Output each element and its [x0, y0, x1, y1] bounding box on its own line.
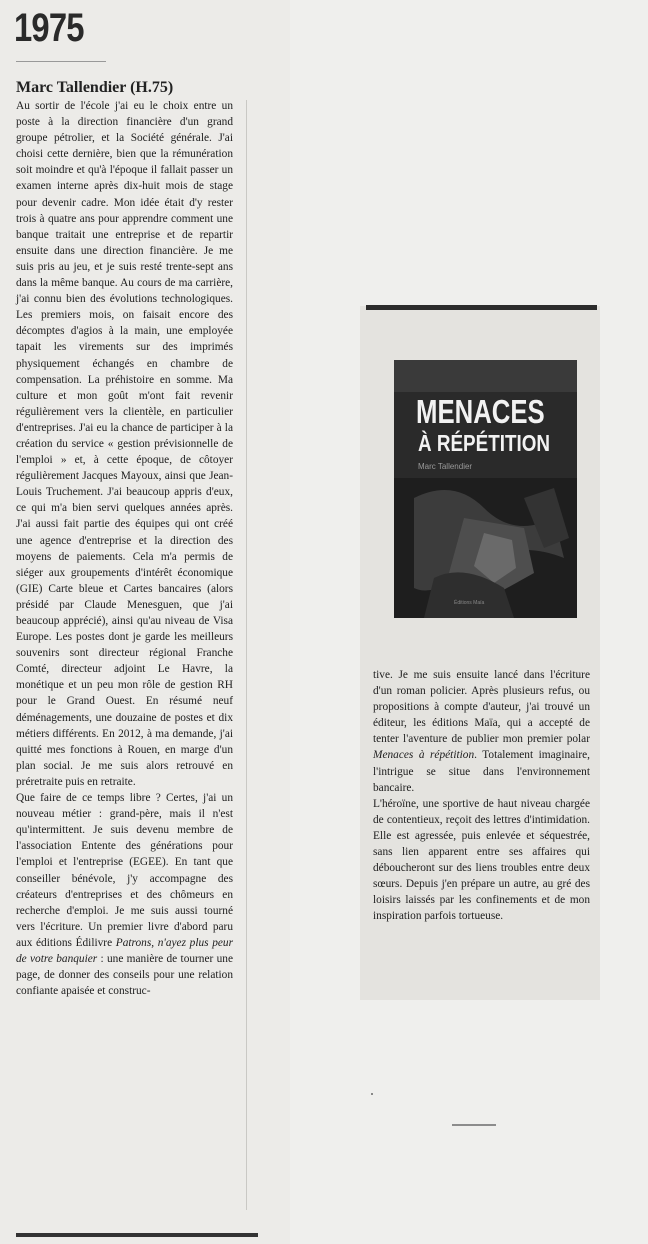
paragraph-2-tail: : une manière de tourner une page, de donner des conseils pour une relation confiante apaisée et construc-: [16, 952, 233, 998]
cover-author: Marc Tallendier: [418, 462, 473, 471]
left-column: [0, 0, 290, 1244]
book-title-2: Menaces à répétition: [373, 749, 475, 762]
bottom-rule-left: [16, 1233, 258, 1237]
paragraph-3-tail: . Totalement imaginaire, l'intrigue se situe dans l'environnement bancaire.: [373, 749, 590, 794]
year-divider: [16, 61, 106, 62]
paragraph-1: Au sortir de l'école j'ai eu le choix entre un poste à la direction financière d'un grand groupe pétrolier, et la Société générale. J'ai choisi cette dernière, bien que la rémunération soit moindre et qu'à l'époque il fallait passer un examen interne après dix-huit mois de stage pour devenir cadre. Mon idée était d'y rester trois à quatre ans pour apprendre comment une banque traitait une entreprise et de repartir ensuite dans une direction financière. Je me suis pris au jeu, et je suis resté trente-sept ans dans la même banque. Au cours de ma carrière, j'ai connu bien des évolutions technologiques. Les premiers mois, on faisait encore des décomptes d'agios à la main, une employée tapait les virements sur des imprimés physiquement échangés en chambre de compensation. La préhistoire en somme. Ma culture et mon goût m'ont fait revenir régulièrement vers la clientèle, en particulier d'entreprises. J'ai eu la chance de participer à la création du service « gestion prévisionnelle de l'emploi » et, à cette époque, de côtoyer régulièrement Jacques Mayoux, ainsi que Jean-Louis Truchement. J'ai beaucoup appris d'eux, ce qui m'a bien servi quelques années après. J'ai aussi fait partie des équipes qui ont créé une agence d'entreprise et la direction des moyens de paiements. Cela m'a permis de siéger aux groupements d'intérêt économique (GIE) Carte bleue et Cartes bancaires (alors présidé par Claude Menesguen, que j'ai beaucoup apprécié), ainsi qu'au niveau de Visa Europe. Les postes dont je garde les meilleurs souvenirs sont directeur régional Franche Comté, directeur adjoint Le Havre, la monétique et un peu mon rôle de gestion RH pour le Grand Ouest. En résumé neuf déménagements, une douzaine de postes et dix métiers différents. En 2012, à ma demande, j'ai quitté mes fonctions à Rouen, en marge d'un plan social. Je me suis alors retrouvé en préretraite puis en retraite.: [16, 100, 233, 788]
paragraph-3-text: tive. Je me suis ensuite lancé dans l'écriture d'un roman policier. Après plusieurs refus, ou propositions à compte d'auteur, j'ai trouvé un éditeur, les éditions Maïa, qui a accepté de tenter l'aventure de publier mon premier polar: [373, 669, 590, 746]
column-rule: [246, 100, 247, 1210]
paragraph-2-text: Que faire de ce temps libre ? Certes, j'ai un nouveau métier : grand-père, mais il n'est qu'intermittent. Je suis devenu membre de l'association Entente des générations pour l'emploi et l'entreprise (EGEE). En tant que conseiller bénévole, j'y accompagne des créateurs d'entreprises et des chômeurs en recherche d'emploi. Je me suis aussi tourné vers l'écriture. Un premier livre d'abord paru aux éditions Édilivre: [16, 792, 233, 949]
cover-illustration: [394, 478, 577, 618]
paragraph-3: [373, 667, 590, 796]
article-body-left: [16, 98, 233, 999]
cover-top-band: [394, 360, 577, 392]
cover-photo: [394, 478, 577, 618]
cover-publisher: Éditions Maïa: [454, 600, 485, 606]
cover-title-line1: MENACES: [416, 393, 545, 430]
scan-smudge: [452, 1124, 496, 1126]
year-heading: 1975: [14, 6, 84, 50]
scan-speck: [371, 1093, 373, 1095]
paragraph-4: L'héroïne, une sportive de haut niveau chargée de contentieux, reçoit des lettres d'intimidation. Elle est agressée, puis enlevée et séquestrée, sans lien apparent entre ses affaires qui déboucheront sur des liens troubles entre deux sœurs. Depuis j'en prépare un autre, au gré des loisirs laissés par les confinements et de mon inspiration parfois tortueuse.: [373, 797, 590, 923]
cover-title-line2: À RÉPÉTITION: [418, 430, 551, 456]
paragraph-2: [16, 790, 233, 999]
book-title-1: Patrons, n'ayez plus peur de votre banquier: [16, 936, 233, 965]
box-top-rule: [366, 305, 597, 310]
author-heading: Marc Tallendier (H.75): [16, 79, 174, 96]
article-body-right: [373, 667, 590, 925]
book-cover: [394, 360, 577, 618]
